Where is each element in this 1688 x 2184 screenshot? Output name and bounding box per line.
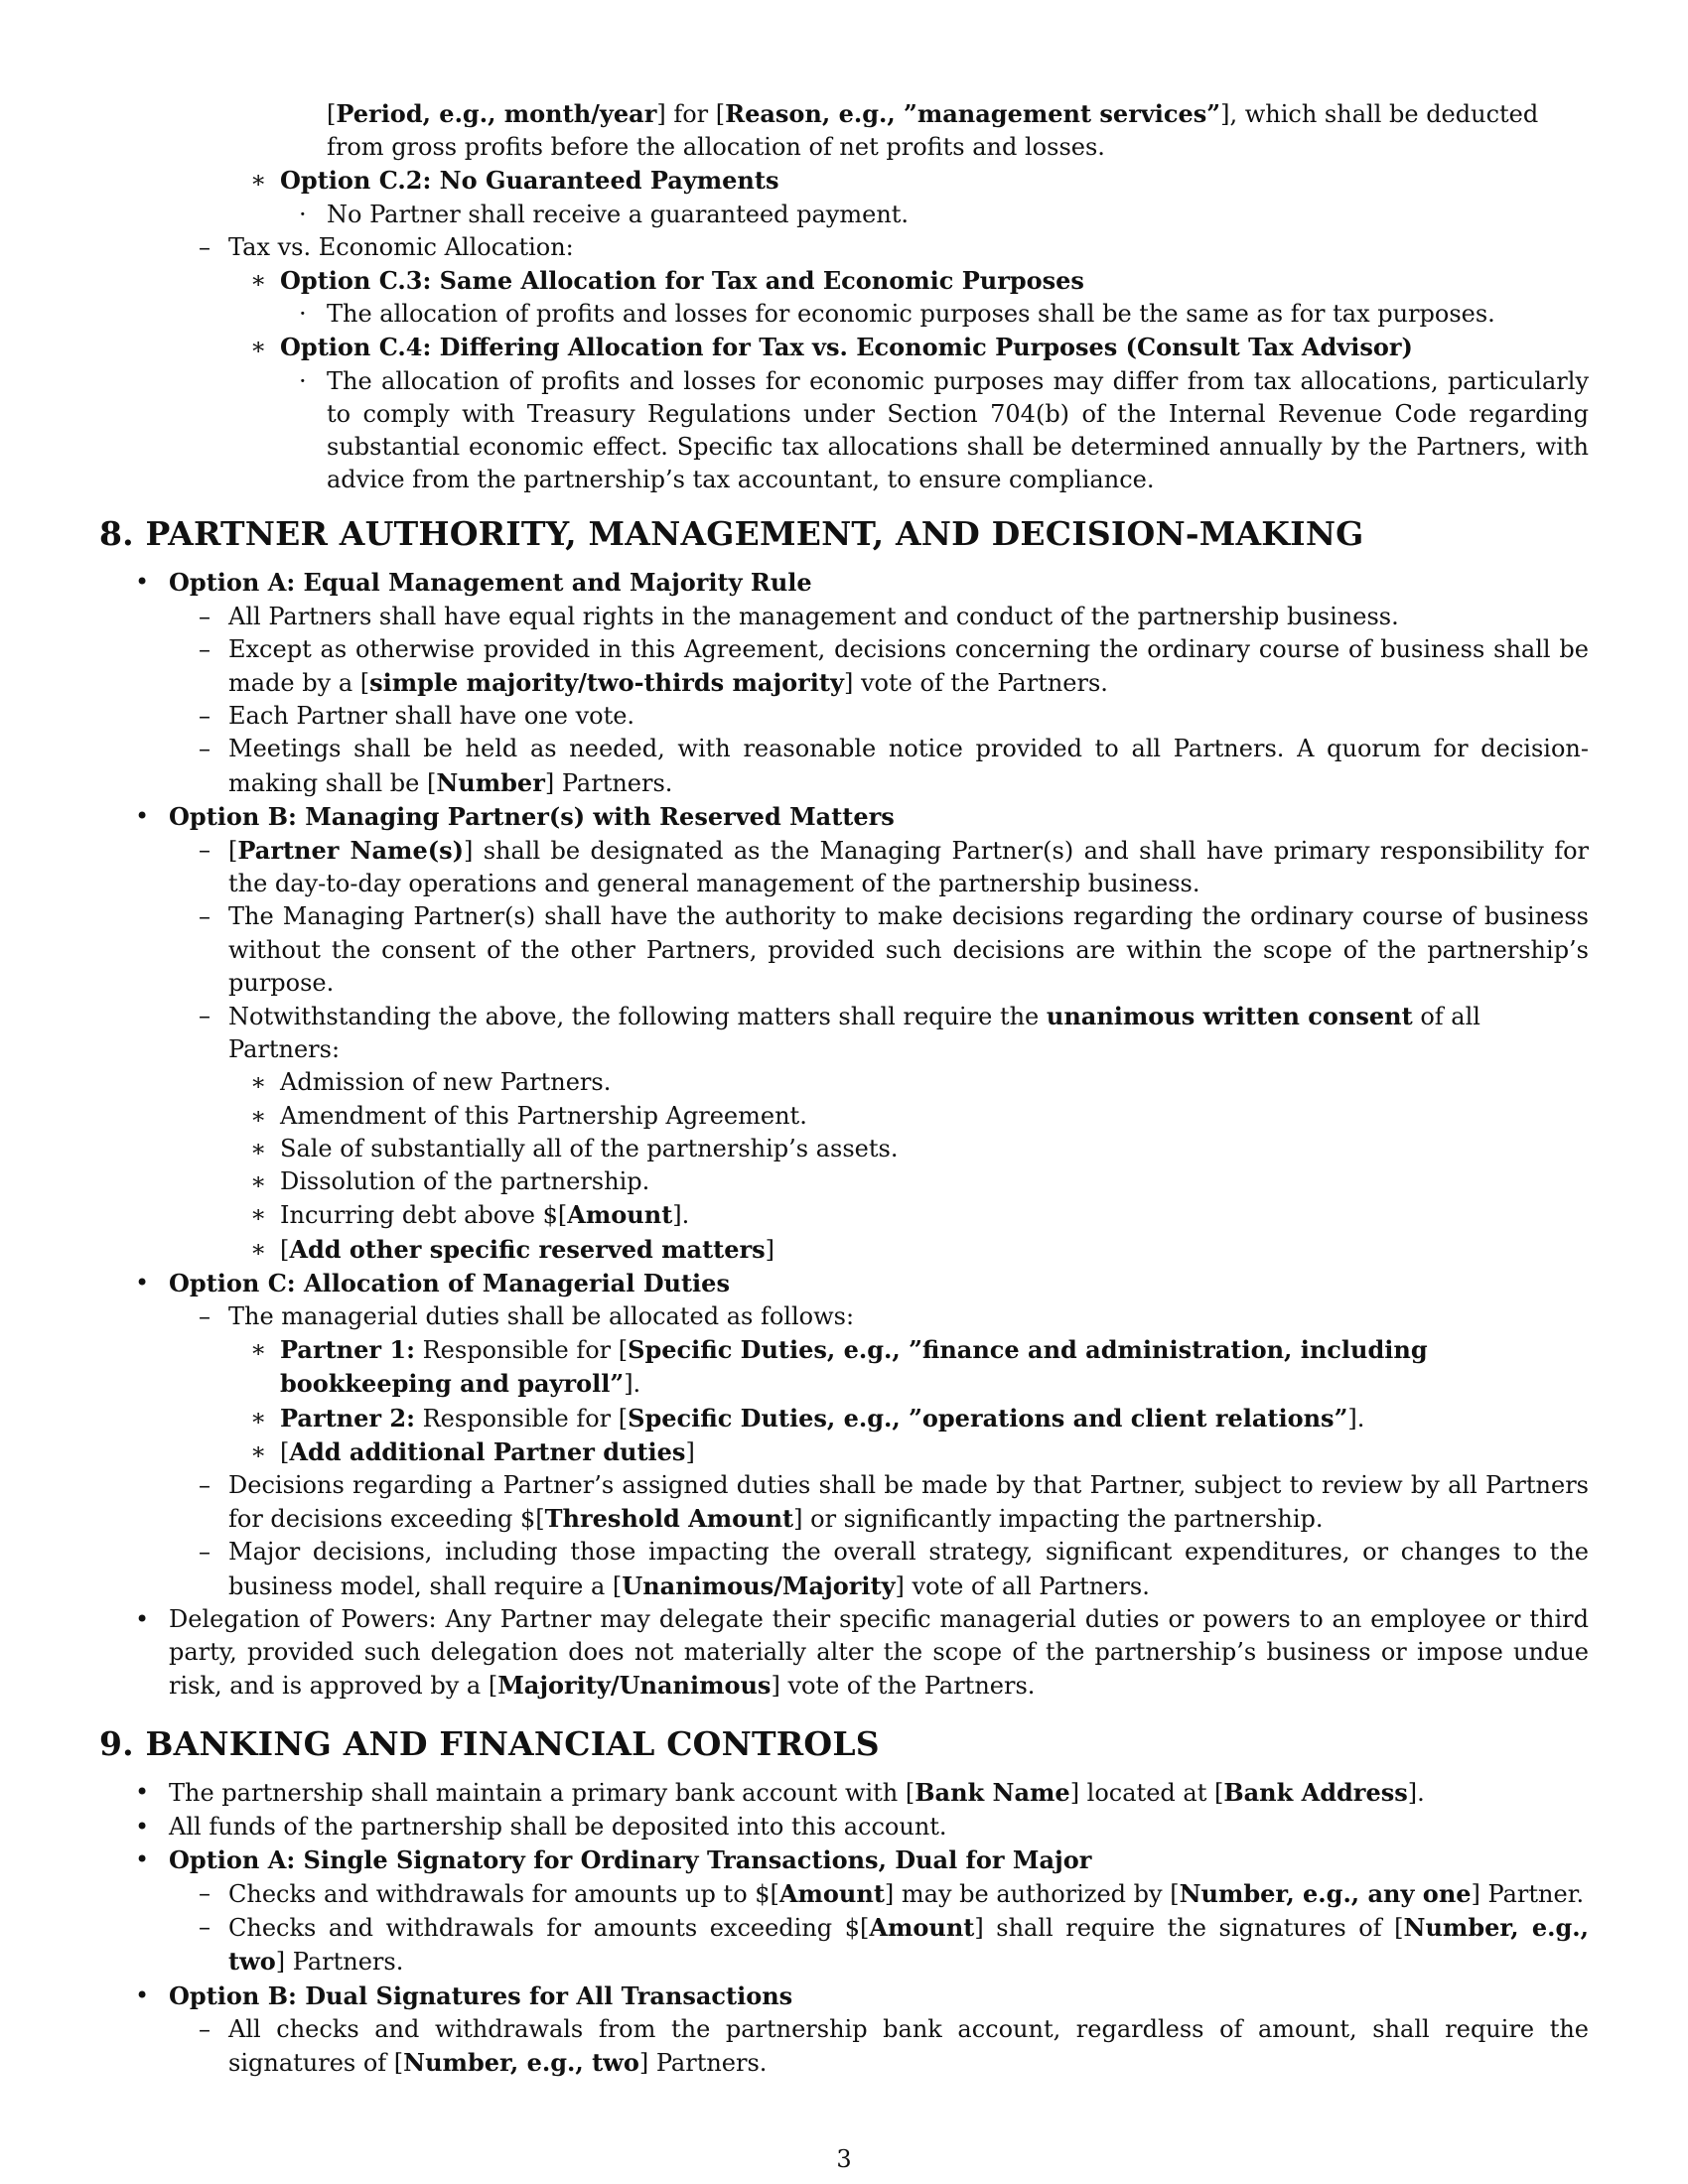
list-item: ∗ Option C.4: Differing Allocation for Tax vs. Economic Purposes (Consult Tax Advisor): [99, 331, 1589, 364]
list-item: – Meetings shall be held as needed, with reasonable notice provided to all Partners. A quorum for decision-making shall be [Number] Partners.: [199, 735, 1589, 797]
list-item: ∗ Incurring debt above $[Amount].: [99, 1198, 1589, 1232]
list-item: • The partnership shall maintain a primary bank account with [Bank Name] located at [Bank Address].: [99, 1776, 1589, 1810]
star-marker: ∗: [250, 1403, 267, 1432]
list-item: – All checks and withdrawals from the partnership bank account, regardless of amount, shall require the signatures of [Number, e.g., two] Partners.: [199, 2014, 1589, 2077]
bullet-marker: •: [135, 801, 150, 830]
dash-marker: –: [199, 902, 211, 931]
list-item: ∗ Amendment of this Partnership Agreement.: [99, 1100, 1589, 1133]
list-item: ∗ Partner 2: Responsible for [Specific Duties, e.g., ”operations and client relations”].: [99, 1402, 1589, 1435]
list-item: · The allocation of profits and losses for economic purposes shall be the same as for tax purposes.: [99, 298, 1589, 331]
list-item: – [Partner Name(s)] shall be designated as the Managing Partner(s) and shall have primary responsibility for the day-to-day operations and general management of the partnership business.: [199, 836, 1589, 898]
dash-marker: –: [199, 1913, 211, 1942]
list-item: – Major decisions, including those impacting the overall strategy, significant expenditures, or changes to the business model, shall require a [Unanimous/Majority] vote of all Partners.: [199, 1538, 1589, 1600]
dash-marker: –: [199, 1301, 211, 1330]
bullet-marker: •: [135, 1980, 150, 2009]
list-item: • Option C: Allocation of Managerial Duties: [99, 1267, 1589, 1300]
list-item: – The Managing Partner(s) shall have the authority to make decisions regarding the ordinary course of business without the consent of the other Partners, provided such decisions are within the scope of the partnership’s purpose.: [199, 902, 1589, 997]
list-item: ∗ Partner 1: Responsible for [Specific Duties, e.g., ”finance and administration, including bookkeeping and payroll”].: [250, 1335, 1428, 1399]
list-item: – Except as otherwise provided in this Agreement, decisions concerning the ordinary course of business shall be made by a [simple majority/two-thirds majority] vote of the Partners.: [199, 634, 1589, 698]
dash-marker: –: [199, 232, 211, 261]
star-marker: ∗: [250, 1167, 267, 1196]
dash-marker: –: [199, 836, 211, 865]
list-item: • Option A: Single Signatory for Ordinary Transactions, Dual for Major: [99, 1843, 1589, 1877]
star-marker: ∗: [250, 333, 267, 361]
star-marker: ∗: [250, 1436, 267, 1465]
list-item: ∗ Dissolution of the partnership.: [99, 1165, 1589, 1198]
list-item: • Option B: Dual Signatures for All Transactions: [99, 1979, 1589, 2013]
list-item: – Decisions regarding a Partner’s assigned duties shall be made by that Partner, subject to review by all Partners for decisions exceeding $[Threshold Amount] or significantly impacting the partnership.: [199, 1470, 1589, 1534]
list-item: ∗ [Add additional Partner duties]: [99, 1435, 1589, 1469]
document-page: [99, 97, 1589, 2080]
list-item: ∗ Option C.2: No Guaranteed Payments: [99, 164, 1589, 198]
bullet-marker: •: [135, 568, 150, 597]
star-marker: ∗: [250, 1134, 267, 1162]
list-item: – Notwithstanding the above, the following matters shall require the unanimous written consent of all Partners:: [199, 1002, 1480, 1064]
dash-marker: –: [199, 1470, 211, 1499]
section-9-heading: 9. BANKING AND FINANCIAL CONTROLS: [99, 1724, 880, 1764]
list-item: ∗ Sale of substantially all of the partnership’s assets.: [99, 1133, 1589, 1165]
star-marker: ∗: [250, 1101, 267, 1130]
dash-marker: –: [199, 2014, 211, 2043]
list-item: ∗ Admission of new Partners.: [99, 1066, 1589, 1099]
dash-marker: –: [199, 1538, 211, 1567]
list-item: • Option A: Equal Management and Majority Rule: [99, 566, 1589, 600]
dash-marker: –: [199, 1002, 211, 1030]
dot-marker: ·: [299, 366, 307, 395]
star-marker: ∗: [250, 1234, 267, 1263]
star-marker: ∗: [250, 266, 267, 295]
list-item: ∗ Option C.3: Same Allocation for Tax and Economic Purposes: [99, 264, 1589, 298]
list-item: – The managerial duties shall be allocated as follows:: [99, 1300, 1589, 1333]
star-marker: ∗: [250, 166, 267, 195]
dash-marker: –: [199, 602, 211, 630]
list-item: – All Partners shall have equal rights in the management and conduct of the partnership business.: [99, 601, 1589, 633]
list-item: – Each Partner shall have one vote.: [99, 700, 1589, 733]
bullet-marker: •: [135, 1604, 150, 1633]
list-item: – Checks and withdrawals for amounts exceeding $[Amount] shall require the signatures of [Number, e.g., two] Partners.: [199, 1913, 1590, 1977]
bullet-marker: •: [135, 1778, 150, 1807]
list-item: • Option B: Managing Partner(s) with Reserved Matters: [99, 800, 1589, 834]
page-number: 3: [836, 2145, 852, 2173]
bullet-marker: •: [135, 1844, 150, 1873]
list-item: – Checks and withdrawals for amounts up to $[Amount] may be authorized by [Number, e.g., any one] Partner.: [99, 1877, 1589, 1911]
star-marker: ∗: [250, 1335, 267, 1364]
star-marker: ∗: [250, 1200, 267, 1229]
dash-marker: –: [199, 735, 211, 763]
list-item: ∗ [Add other specific reserved matters]: [99, 1233, 1589, 1267]
dot-marker: ·: [299, 200, 307, 228]
list-item: • All funds of the partnership shall be deposited into this account.: [99, 1811, 1589, 1843]
list-item: – Tax vs. Economic Allocation:: [99, 231, 1589, 264]
dash-marker: –: [199, 1878, 211, 1907]
dash-marker: –: [199, 634, 211, 663]
list-item: • Delegation of Powers: Any Partner may delegate their specific managerial duties or powers to an employee or third party, provided such delegation does not materially alter the scope of the partnership’s business or impose undue risk, and is approved by a [Majority/Unanimous] vote of the Partners.: [135, 1604, 1589, 1701]
section-8-heading: 8. PARTNER AUTHORITY, MANAGEMENT, AND DECISION-MAKING: [99, 514, 1364, 554]
star-marker: ∗: [250, 1068, 267, 1097]
bullet-marker: •: [135, 1812, 150, 1841]
dash-marker: –: [199, 702, 211, 731]
guaranteed-payment-continuation: [Period, e.g., month/year] for [Reason, e.g., ”management services”], which shall be deducted from gross profits before the allocation of net profits and losses.: [327, 99, 1539, 162]
dot-marker: ·: [299, 300, 307, 329]
list-item: · The allocation of profits and losses for economic purposes may differ from tax allocations, particularly to comply with Treasury Regulations under Section 704(b) of the Internal Revenue Code regarding substantial economic effect. Specific tax allocations shall be determined annually by the Partners, with advice from the partnership’s tax accountant, to ensure compliance.: [299, 366, 1589, 494]
bullet-marker: •: [135, 1268, 150, 1297]
list-item: · No Partner shall receive a guaranteed payment.: [99, 199, 1589, 231]
